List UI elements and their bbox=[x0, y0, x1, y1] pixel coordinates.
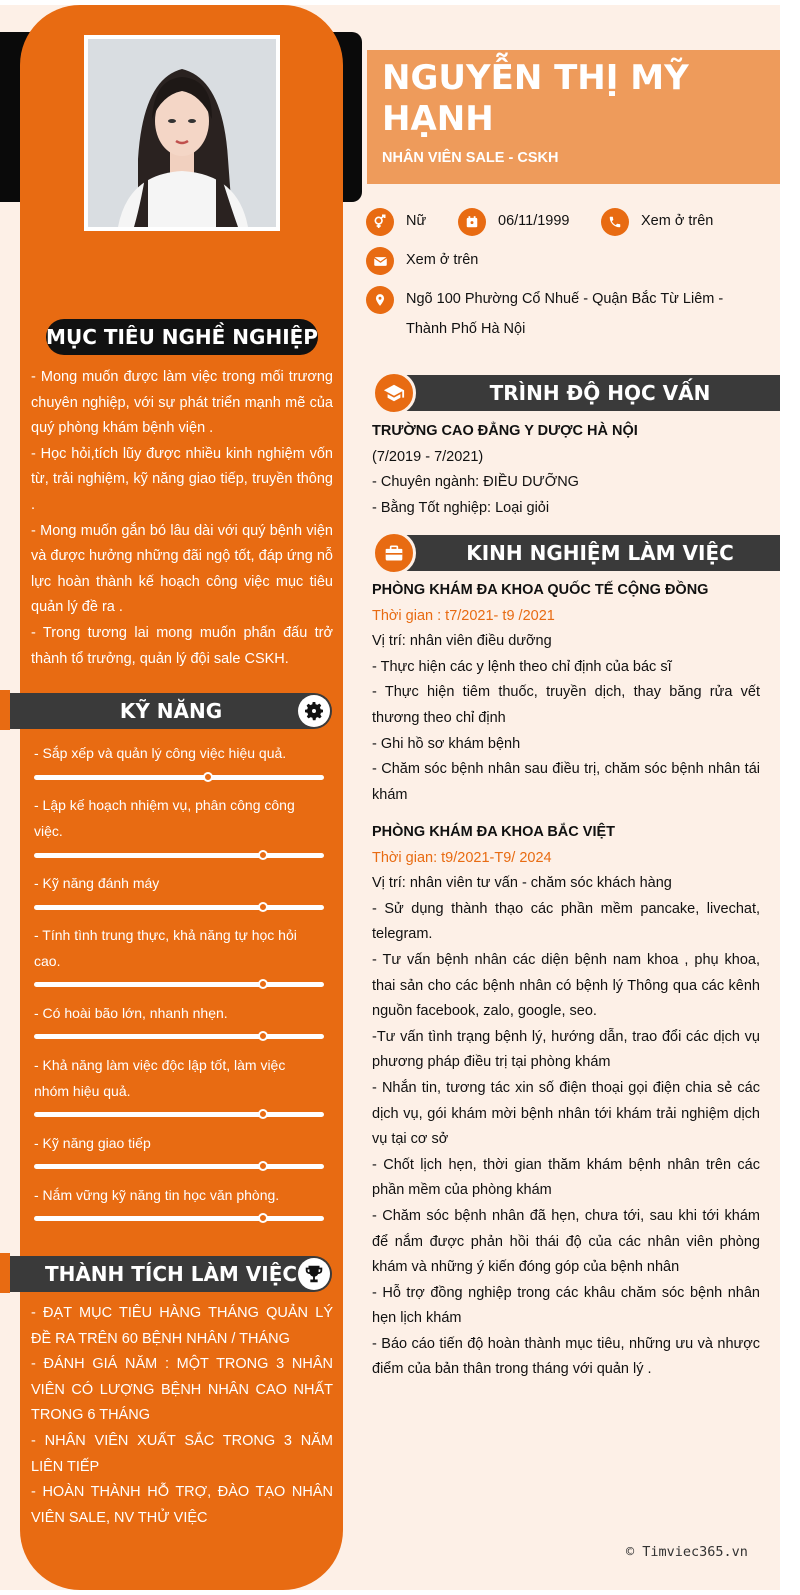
briefcase-icon bbox=[372, 531, 416, 575]
address-line-1: Ngõ 100 Phường Cổ Nhuế - Quận Bắc Từ Liêm - bbox=[406, 291, 724, 307]
school-name: TRƯỜNG CAO ĐẲNG Y DƯỢC HÀ NỘI bbox=[372, 423, 638, 439]
achievements-heading-label: THÀNH TÍCH LÀM VIỆC bbox=[44, 1262, 298, 1286]
skill-bar bbox=[34, 1164, 324, 1169]
education-degree: - Bằng Tốt nghiệp: Loại giỏi bbox=[372, 499, 550, 516]
achievements-heading bbox=[10, 1256, 332, 1292]
achievement-item: - HOÀN THÀNH HỖ TRỢ, ĐÀO TẠO NHÂN VIÊN SALE, NV THỬ VIỆC bbox=[31, 1484, 333, 1526]
skills-heading bbox=[10, 693, 332, 729]
job-duty: - Thực hiện các y lệnh theo chỉ định của bác sĩ bbox=[372, 658, 672, 675]
gender-icon bbox=[366, 208, 394, 236]
job-time: Thời gian: t9/2021-T9/ 2024 bbox=[372, 849, 552, 866]
name-header bbox=[367, 50, 780, 184]
skill-bar bbox=[34, 853, 324, 858]
objective-item: - Học hỏi,tích lũy được nhiều kinh nghiệm vốn từ, trải nghiệm, kỹ năng giao tiếp, truyền thông . bbox=[31, 445, 333, 513]
email-icon bbox=[366, 247, 394, 275]
skill-item: - Kỹ năng đánh máy bbox=[34, 875, 160, 891]
sidebar bbox=[20, 5, 343, 1590]
skill-item: - Sắp xếp và quản lý công việc hiệu quả. bbox=[34, 745, 287, 761]
skills-heading-tab bbox=[0, 690, 10, 730]
phone-icon bbox=[601, 208, 629, 236]
profile-photo bbox=[84, 35, 280, 231]
skill-level-marker bbox=[258, 1213, 268, 1223]
skill-bar bbox=[34, 982, 324, 987]
job-company: PHÒNG KHÁM ĐA KHOA BẮC VIỆT bbox=[372, 824, 616, 840]
skills-heading-label: KỸ NĂNG bbox=[119, 699, 223, 723]
objective-item: - Mong muốn gắn bó lâu dài với quý bệnh viện và được hưởng những đãi ngộ tốt, đáp ứng nỗ lực hoàn thành kế hoạch công việc mục tiêu quản lý đề ra . bbox=[31, 522, 333, 616]
skill-item: - Lập kế hoạch nhiệm vụ, phân công công việc. bbox=[34, 797, 295, 839]
skill-item: - Nắm vững kỹ năng tin học văn phòng. bbox=[34, 1187, 280, 1203]
birthday-value: 06/11/1999 bbox=[498, 213, 570, 229]
job-title: NHÂN VIÊN SALE - CSKH bbox=[382, 150, 559, 166]
email-value: Xem ở trên bbox=[406, 252, 479, 268]
job-duty: - Tư vấn bệnh nhân các diện bệnh nam khoa , phụ khoa, thai sản cho các bệnh nhân có bệnh lý Thông qua các kênh nguồn facebook, zalo, google, seo. bbox=[372, 951, 760, 1020]
skill-level-marker bbox=[258, 1161, 268, 1171]
skill-level-marker bbox=[258, 979, 268, 989]
objective-item: - Trong tương lai mong muốn phấn đấu trở thành tổ trưởng, quản lý đội sale CSKH. bbox=[31, 624, 333, 667]
skill-bar bbox=[34, 905, 324, 910]
graduation-cap-icon bbox=[372, 371, 416, 415]
education-section bbox=[372, 419, 760, 521]
skill-bar bbox=[34, 1112, 324, 1117]
job-duty: -Tư vấn tình trạng bệnh lý, hướng dẫn, trao đổi các dịch vụ phương pháp điều trị tại phòng khám bbox=[372, 1028, 760, 1071]
calendar-icon bbox=[458, 208, 486, 236]
job-duty: - Chốt lịch hẹn, thời gian thăm khám bệnh nhân trên các phần mềm của phòng khám bbox=[372, 1156, 760, 1199]
job-position: Vị trí: nhân viên tư vấn - chăm sóc khách hàng bbox=[372, 875, 672, 892]
skill-bar bbox=[34, 1216, 324, 1221]
skill-bar bbox=[34, 1034, 324, 1039]
gear-icon bbox=[298, 695, 330, 727]
job-duty: - Thực hiện tiêm thuốc, truyền dịch, thay băng rửa vết thương theo chỉ định bbox=[372, 684, 760, 726]
achievements-text bbox=[31, 1301, 333, 1531]
job-time: Thời gian : t7/2021- t9 /2021 bbox=[372, 607, 555, 624]
address-line-2: Thành Phố Hà Nội bbox=[406, 321, 526, 337]
candidate-name: NGUYỄN THỊ MỸ HẠNH bbox=[382, 58, 689, 139]
skill-item: - Tính tình trung thực, khả năng tự học hỏi cao. bbox=[34, 927, 297, 969]
education-period: (7/2019 - 7/2021) bbox=[372, 448, 484, 465]
skill-level-marker bbox=[203, 772, 213, 782]
education-heading bbox=[372, 374, 780, 412]
achievements-heading-tab bbox=[0, 1253, 10, 1293]
location-icon bbox=[366, 286, 394, 314]
job-duty: - Sử dụng thành thạo các phần mềm pancake, livechat, telegram. bbox=[372, 900, 760, 943]
experience-heading bbox=[372, 534, 780, 572]
skill-item: - Khả năng làm việc độc lập tốt, làm việc nhóm hiệu quả. bbox=[34, 1057, 286, 1099]
job-duty: - Chăm sóc bệnh nhân đã hẹn, chưa tới, sau khi tới khám để nắm được phản hồi thái độ của các nhân viên phòng khám và những ý kiến đóng góp của bệnh nhân bbox=[372, 1207, 760, 1276]
experience-heading-label: KINH NGHIỆM LÀM VIỆC bbox=[400, 535, 780, 571]
job-duty: - Ghi hồ sơ khám bệnh bbox=[372, 735, 521, 752]
skill-level-marker bbox=[258, 902, 268, 912]
footer-credit: © Timviec365.vn bbox=[626, 1544, 748, 1560]
job-duty: - Chăm sóc bệnh nhân sau điều trị, chăm sóc bệnh nhân tái khám bbox=[372, 761, 760, 803]
skill-level-marker bbox=[258, 1031, 268, 1041]
achievement-item: - ĐÁNH GIÁ NĂM : MỘT TRONG 3 NHÂN VIÊN CÓ LƯỢNG BỆNH NHÂN CAO NHẤT TRONG 6 THÁNG bbox=[31, 1356, 333, 1424]
job-duty: - Nhắn tin, tương tác xin số điện thoại gọi điện chia sẻ các dịch vụ, gói khám mời bệnh nhân tới khám trải nghiệm dịch vụ tại cơ sở bbox=[372, 1079, 760, 1148]
job-2 bbox=[372, 820, 760, 1383]
job-position: Vị trí: nhân viên điều dưỡng bbox=[372, 633, 552, 650]
education-major: - Chuyên ngành: ĐIỀU DƯỠNG bbox=[372, 474, 579, 491]
job-duty: - Hỗ trợ đồng nghiệp trong các khâu chăm sóc bệnh nhân hẹn lịch khám bbox=[372, 1284, 760, 1327]
objective-text bbox=[31, 365, 333, 672]
education-heading-label: TRÌNH ĐỘ HỌC VẤN bbox=[400, 375, 780, 411]
gender-value: Nữ bbox=[406, 213, 427, 229]
skill-item: - Kỹ năng giao tiếp bbox=[34, 1135, 151, 1151]
job-1 bbox=[372, 578, 760, 808]
skill-level-marker bbox=[258, 850, 268, 860]
achievement-item: - ĐẠT MỤC TIÊU HÀNG THÁNG QUẢN LÝ ĐỀ RA TRÊN 60 BỆNH NHÂN / THÁNG bbox=[31, 1305, 333, 1347]
achievement-item: - NHÂN VIÊN XUẤT SẮC TRONG 3 NĂM LIÊN TIẾP bbox=[31, 1432, 333, 1475]
trophy-icon bbox=[298, 1258, 330, 1290]
phone-value: Xem ở trên bbox=[641, 213, 714, 229]
objective-item: - Mong muốn được làm việc trong mối trương chuyên nghiệp, với sự phát triển mạnh mẽ của quý phòng khám bệnh viện . bbox=[31, 369, 333, 437]
skill-bar bbox=[34, 775, 324, 780]
objective-heading: MỤC TIÊU NGHỀ NGHIỆP bbox=[46, 319, 318, 355]
skill-item: - Có hoài bão lớn, nhanh nhẹn. bbox=[34, 1005, 228, 1021]
job-duty: - Báo cáo tiến độ hoàn thành mục tiêu, những ưu và nhược điểm của bản thân trong tháng với quản lý . bbox=[372, 1335, 760, 1378]
skill-level-marker bbox=[258, 1109, 268, 1119]
portrait-image bbox=[88, 39, 276, 227]
job-company: PHÒNG KHÁM ĐA KHOA QUỐC TẾ CỘNG ĐỒNG bbox=[372, 582, 709, 598]
